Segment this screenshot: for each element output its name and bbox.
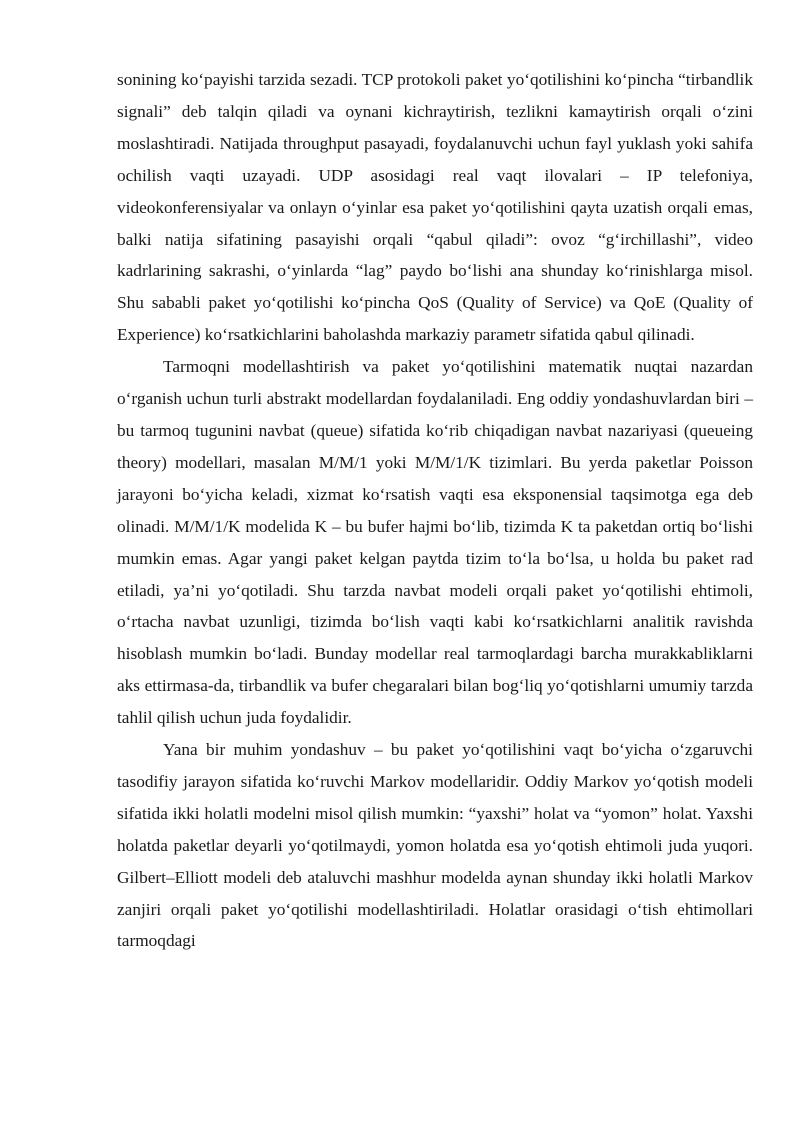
document-page <box>117 64 753 957</box>
paragraph-markov-models: Yana bir muhim yondashuv – bu paket yo‘qotilishini vaqt bo‘yicha o‘zgaruvchi tasodifiy jarayon sifatida ko‘ruvchi Markov modellaridir. Oddiy Markov yo‘qotish modeli sifatida ikki holatli modelni misol qilish mumkin: “yaxshi” holat va “yomon” holat. Yaxshi holatda paketlar deyarli yo‘qotilmaydi, yomon holatda esa yo‘qotish ehtimoli juda yuqori. Gilbert–Elliott modeli deb ataluvchi mashhur modelda aynan shunday ikki holatli Markov zanjiri orqali paket yo‘qotilishi modellashtiriladi. Holatlar orasidagi o‘tish ehtimollari tarmoqdagi <box>117 740 753 951</box>
paragraph-continuation: sonining ko‘payishi tarzida sezadi. TCP protokoli paket yo‘qotilishini ko‘pincha “tirbandlik signali” deb talqin qiladi va oynani kichraytirish, tezlikni kamaytirish orqali o‘zini moslashtiradi. Natijada throughput pasayadi, foydalanuvchi uchun fayl yuklash yoki sahifa ochilish vaqti uzayadi. UDP asosidagi real vaqt ilovalari – IP telefoniya, videokonferensiyalar va onlayn o‘yinlar esa paket yo‘qotilishini qayta uzatish orqali emas, balki natija sifatining pasayishi orqali “qabul qiladi”: ovoz “g‘irchillashi”, video kadrlarining sakrashi, o‘yinlarda “lag” paydo bo‘lishi ana shunday ko‘rinishlarga misol. Shu sababli paket yo‘qotilishi ko‘pincha QoS (Quality of Service) va QoE (Quality of Experience) ko‘rsatkichlarini baholashda markaziy parametr sifatida qabul qilinadi. <box>117 70 753 345</box>
paragraph-network-modeling: Tarmoqni modellashtirish va paket yo‘qotilishini matematik nuqtai nazardan o‘rganish uchun turli abstrakt modellardan foydalaniladi. Eng oddiy yondashuvlardan biri – bu tarmoq tugunini navbat (queue) sifatida ko‘rib chiqadigan navbat nazariyasi (queueing theory) modellari, masalan M/M/1 yoki M/M/1/K tizimlari. Bu yerda paketlar Poisson jarayoni bo‘yicha keladi, xizmat ko‘rsatish vaqti esa eksponensial taqsimotga ega deb olinadi. M/M/1/K modelida K – bu bufer hajmi bo‘lib, tizimda K ta paketdan ortiq bo‘lishi mumkin emas. Agar yangi paket kelgan paytda tizim to‘la bo‘lsa, u holda bu paket rad etiladi, ya’ni yo‘qotiladi. Shu tarzda navbat modeli orqali paket yo‘qotilishi ehtimoli, o‘rtacha navbat uzunligi, tizimda bo‘lish vaqti kabi ko‘rsatkichlarni analitik ravishda hisoblash mumkin bo‘ladi. Bunday modellar real tarmoqlardagi barcha murakkabliklarni aks ettirmasa-da, tirbandlik va bufer chegaralari bilan bog‘liq yo‘qotishlarni umumiy tarzda tahlil qilish uchun juda foydalidir. <box>117 357 753 728</box>
